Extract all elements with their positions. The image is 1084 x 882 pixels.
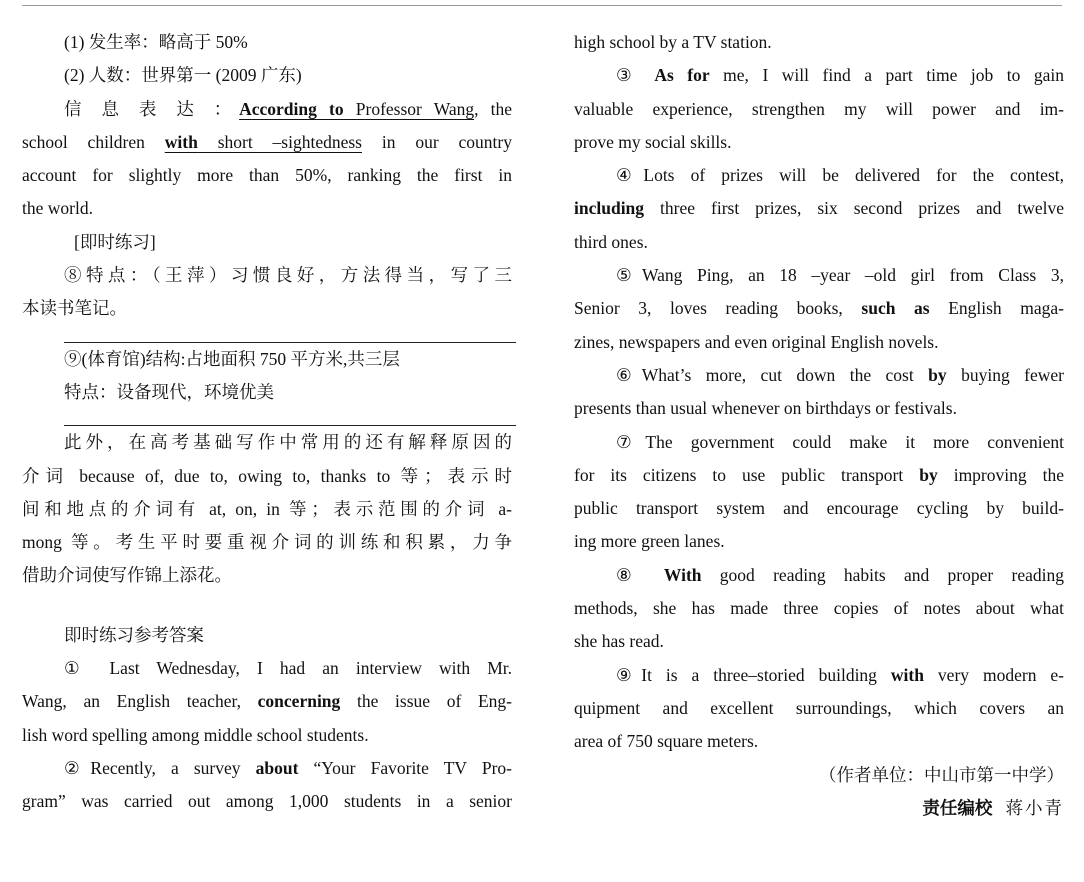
answer-9-line-1 [574, 659, 1064, 692]
answer-8-line-3: she has read. [574, 631, 664, 652]
answer-9-line-3: area of 750 square meters. [574, 731, 759, 752]
answer-1-line-3: lish word spelling among middle school students. [22, 724, 369, 745]
underlined-professor: Professor Wang [343, 98, 475, 119]
answer-text: me, I will find a part time job to gain [709, 65, 1064, 86]
info-line-1 [22, 93, 512, 126]
answer-text: ⑥What’s more, cut down the cost [616, 364, 929, 385]
answer-text: ②Recently, a survey [64, 757, 256, 778]
answer-text: improving the [937, 464, 1064, 485]
underlined-shortsight: short –sightedness [197, 131, 362, 152]
extra-line-5: 借助介词使写作锦上添花。 [22, 565, 232, 586]
answer-text: English maga- [929, 298, 1064, 319]
answer-2-line-1 [22, 752, 512, 785]
answer-text: “Your Favorite TV Pro- [298, 757, 512, 778]
answer-3-line-2: valuable experience, strengthen my will power and im- [574, 98, 1064, 119]
top-rule [22, 5, 1062, 6]
answers-heading: 即时练习参考答案 [64, 624, 204, 645]
stat-count: (2) 人数：世界第一 (2009 广东) [64, 65, 302, 86]
stat-rate: (1) 发生率：略高于 50% [64, 32, 248, 52]
answer-4-line-3: third ones. [574, 231, 648, 252]
info-label: 信 息 表 达 ： [64, 98, 240, 119]
answer-text: ③ [616, 65, 655, 86]
keyword-as-for: As for [654, 65, 710, 86]
answer-1-line-2 [22, 685, 512, 718]
keyword-about: about [255, 757, 299, 778]
keyword-concerning: concerning [257, 691, 341, 712]
info-text: school children [22, 131, 165, 152]
answer-text: three first prizes, six second prizes and twelve [644, 198, 1064, 219]
extra-line-2: 介词 because of, due to, owing to, thanks to 等；表示时 [22, 465, 512, 486]
answer-5-line-2 [574, 292, 1064, 325]
answer-text: ⑨It is a three–storied building [616, 664, 891, 685]
answer-8-line-1 [574, 559, 1064, 592]
answer-7-line-3: public transport system and encourage cycling by build- [574, 498, 1064, 519]
info-text: in our country [362, 131, 512, 152]
answer-text: for its citizens to use public transport [574, 464, 920, 485]
answer-5-line-3: zines, newspapers and even original English novels. [574, 331, 939, 352]
practice-8-line-1: ⑧特点：（王萍）习惯良好，方法得当，写了三 [64, 265, 512, 286]
info-line-4: the world. [22, 198, 93, 219]
keyword-with: With [663, 564, 702, 585]
editor-name: 蒋小青 [1005, 797, 1064, 818]
answer-6-line-1 [574, 359, 1064, 392]
answer-7-line-1: ⑦The government could make it more convenient [616, 431, 1064, 452]
answer-2-line-2: gram” was carried out among 1,000 students in a senior [22, 791, 512, 812]
extra-line-4: mong 等。考生平时要重视介词的训练和积累，力争 [22, 532, 512, 553]
keyword-such-as: such as [861, 298, 930, 319]
answer-text: ⑧ [616, 564, 664, 585]
answer-3-line-3: prove my social skills. [574, 131, 732, 152]
answer-7-line-4: ing more green lanes. [574, 531, 725, 552]
answer-9-line-2: quipment and excellent surroundings, which covers an [574, 697, 1064, 718]
answer-text: buying fewer [946, 364, 1064, 385]
answer-text: good reading habits and proper reading [701, 564, 1064, 585]
keyword-according-to: According to [239, 98, 344, 119]
answer-4-line-2 [574, 192, 1064, 225]
left-column [22, 26, 512, 819]
info-line-3: account for slightly more than 50%, ranking the first in [22, 165, 512, 186]
practice-9-line-2: 特点：设备现代，环境优美 [64, 381, 274, 402]
practice-heading: [即时练习] [74, 231, 156, 252]
answer-text: the issue of Eng- [340, 691, 512, 712]
right-column [574, 26, 1064, 825]
info-text: , the [474, 98, 513, 119]
practice-9-line-1: ⑨(体育馆)结构:占地面积 750 平方米,共三层 [64, 348, 400, 369]
answer-text: very modern e- [923, 664, 1064, 685]
answer-text: Wang, an English teacher, [22, 691, 258, 712]
answer-4-line-1: ④Lots of prizes will be delivered for the contest, [616, 165, 1064, 186]
answer-7-line-2 [574, 459, 1064, 492]
answer-8-line-2: methods, she has made three copies of notes about what [574, 598, 1064, 619]
answer-1-line-1: ① Last Wednesday, I had an interview with Mr. [64, 658, 512, 679]
answer-3-line-1 [574, 59, 1064, 92]
extra-line-3: 间和地点的介词有 at, on, in 等；表示范围的介词 a- [22, 498, 512, 519]
keyword-with: with [890, 664, 924, 685]
editor-credit [574, 792, 1064, 825]
extra-line-1: 此外，在高考基础写作中常用的还有解释原因的 [64, 432, 512, 453]
answer-5-line-1: ⑤Wang Ping, an 18 –year –old girl from Class 3, [616, 265, 1064, 286]
keyword-with: with [164, 131, 198, 152]
answer-text: Senior 3, loves reading books, [574, 298, 862, 319]
practice-8-line-2: 本读书笔记。 [22, 298, 127, 319]
answer-2-line-3: high school by a TV station. [574, 32, 772, 52]
editor-label: 责任编校 [922, 797, 993, 818]
keyword-by: by [928, 364, 947, 385]
keyword-by: by [919, 464, 938, 485]
answer-6-line-2: presents than usual whenever on birthdays or festivals. [574, 398, 957, 419]
info-line-2 [22, 126, 512, 159]
author-affiliation: （作者单位：中山市第一中学） [819, 764, 1064, 785]
keyword-including: including [574, 198, 645, 219]
